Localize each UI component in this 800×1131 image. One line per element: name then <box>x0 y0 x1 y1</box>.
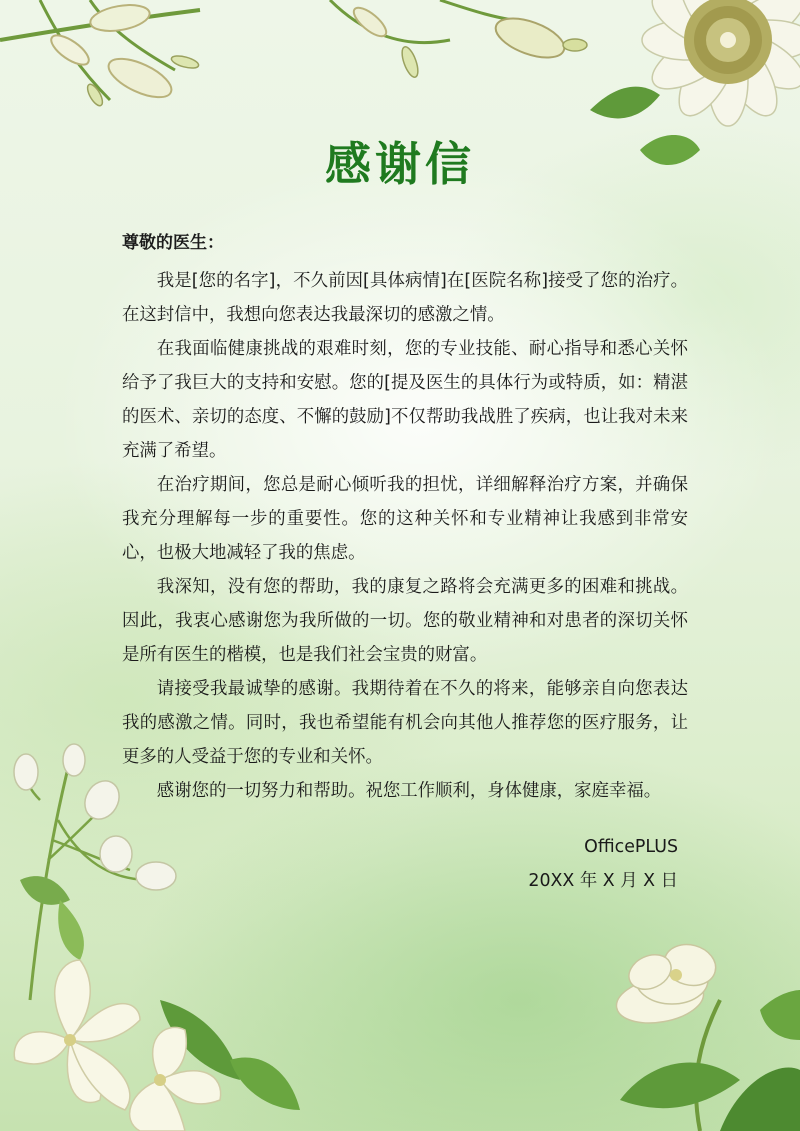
paragraph: 感谢您的一切努力和帮助。祝您工作顺利，身体健康，家庭幸福。 <box>156 781 662 801</box>
white-peony-icon <box>613 939 800 1131</box>
paragraph: 在治疗期间，您总是耐心倾听我的担忧，详细解释治疗方案，并确保我充分理解每一步的重要性。您的这种关怀和专业精神让我感到非常安心，也极大地减轻了我的焦虑。 <box>122 475 688 563</box>
tuberose-flower-icon <box>0 0 200 108</box>
tuberose-flower-icon <box>330 0 587 79</box>
paragraph: 我深知，没有您的帮助，我的康复之路将会充满更多的困难和挑战。因此，我衷心感谢您为我所做的一切。您的敬业精神和对患者的深切关怀是所有医生的楷模，也是我们社会宝贵的财富。 <box>122 577 688 665</box>
paragraph: 请接受我最诚挚的感谢。我期待着在不久的将来，能够亲自向您表达我的感激之情。同时，我也希望能有机会向其他人推荐您的医疗服务，让更多的人受益于您的专业和关怀。 <box>122 679 688 767</box>
signature-block <box>528 830 678 898</box>
white-lily-icon <box>14 960 300 1131</box>
letter-body <box>122 226 688 808</box>
paragraph: 在我面临健康挑战的艰难时刻，您的专业技能、耐心指导和悉心关怀给予了我巨大的支持和安慰。您的[提及医生的具体行为或特质，如：精湛的医术、亲切的态度、不懈的鼓励]不仅帮助我战胜了疾病，也让我对未来充满了希望。 <box>122 339 688 461</box>
page-title: 感谢信 <box>325 137 475 191</box>
letter-date: 20XX 年 X 月 X 日 <box>528 871 678 891</box>
salutation: 尊敬的医生： <box>122 233 224 253</box>
sender-name: OfficePLUS <box>584 837 678 857</box>
paragraph: 我是[您的名字]，不久前因[具体病情]在[医院名称]接受了您的治疗。在这封信中，我想向您表达我最深切的感激之情。 <box>122 271 688 325</box>
